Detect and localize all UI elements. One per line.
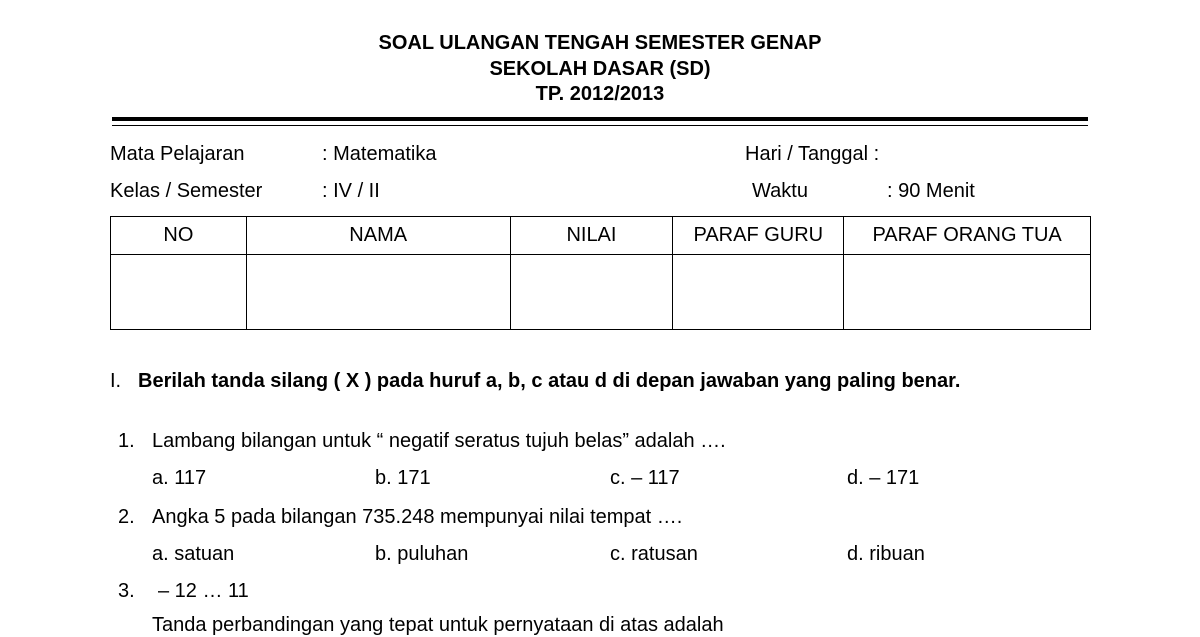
cell-nilai bbox=[510, 255, 673, 330]
column-header-no: NO bbox=[111, 217, 247, 255]
option-c: c. ratusan bbox=[610, 543, 698, 565]
question-text: Lambang bilangan untuk “ negatif seratus tujuh belas” adalah …. bbox=[152, 430, 726, 452]
cell-nama bbox=[246, 255, 510, 330]
cell-paraf-guru bbox=[673, 255, 844, 330]
option-b: b. 171 bbox=[375, 467, 431, 489]
column-header-nilai: NILAI bbox=[510, 217, 673, 255]
subject-value: : Matematika bbox=[322, 143, 437, 165]
option-c: c. – 117 bbox=[610, 467, 680, 489]
section-number: I. bbox=[110, 370, 122, 392]
school-year: TP. 2012/2013 bbox=[535, 83, 665, 105]
cell-paraf-orang-tua bbox=[844, 255, 1091, 330]
column-header-nama: NAMA bbox=[246, 217, 510, 255]
option-d: d. ribuan bbox=[847, 543, 925, 565]
question-text: Angka 5 pada bilangan 735.248 mempunyai nilai tempat …. bbox=[152, 506, 683, 528]
date-label: Hari / Tanggal : bbox=[745, 143, 880, 165]
subject-label: Mata Pelajaran bbox=[110, 143, 245, 165]
header-rule-thin bbox=[112, 125, 1088, 126]
question-number: 2. bbox=[118, 506, 135, 528]
grade-table-header bbox=[111, 217, 1091, 255]
option-a: a. 117 bbox=[152, 467, 207, 489]
question-subtext: Tanda perbandingan yang tepat untuk pernyataan di atas adalah bbox=[152, 614, 724, 636]
option-d: d. – 171 bbox=[847, 467, 920, 489]
option-b: b. puluhan bbox=[375, 543, 469, 565]
question-number: 1. bbox=[118, 430, 135, 452]
table-row bbox=[111, 255, 1091, 330]
column-header-paraf-orang-tua: PARAF ORANG TUA bbox=[844, 217, 1091, 255]
option-a: a. satuan bbox=[152, 543, 235, 565]
grade-table bbox=[110, 216, 1091, 330]
time-value: : 90 Menit bbox=[887, 180, 975, 202]
question-number: 3. bbox=[118, 580, 135, 602]
school-level: SEKOLAH DASAR (SD) bbox=[489, 58, 711, 80]
column-header-paraf-guru: PARAF GURU bbox=[673, 217, 844, 255]
time-label: Waktu bbox=[752, 180, 808, 202]
exam-title: SOAL ULANGAN TENGAH SEMESTER GENAP bbox=[378, 32, 822, 54]
class-value: : IV / II bbox=[322, 180, 380, 202]
section-instruction: Berilah tanda silang ( X ) pada huruf a, b, c atau d di depan jawaban yang paling benar. bbox=[138, 370, 961, 392]
question-text: – 12 … 11 bbox=[158, 580, 249, 602]
class-label: Kelas / Semester bbox=[110, 180, 263, 202]
cell-no bbox=[111, 255, 247, 330]
header-rule-thick bbox=[112, 117, 1088, 121]
